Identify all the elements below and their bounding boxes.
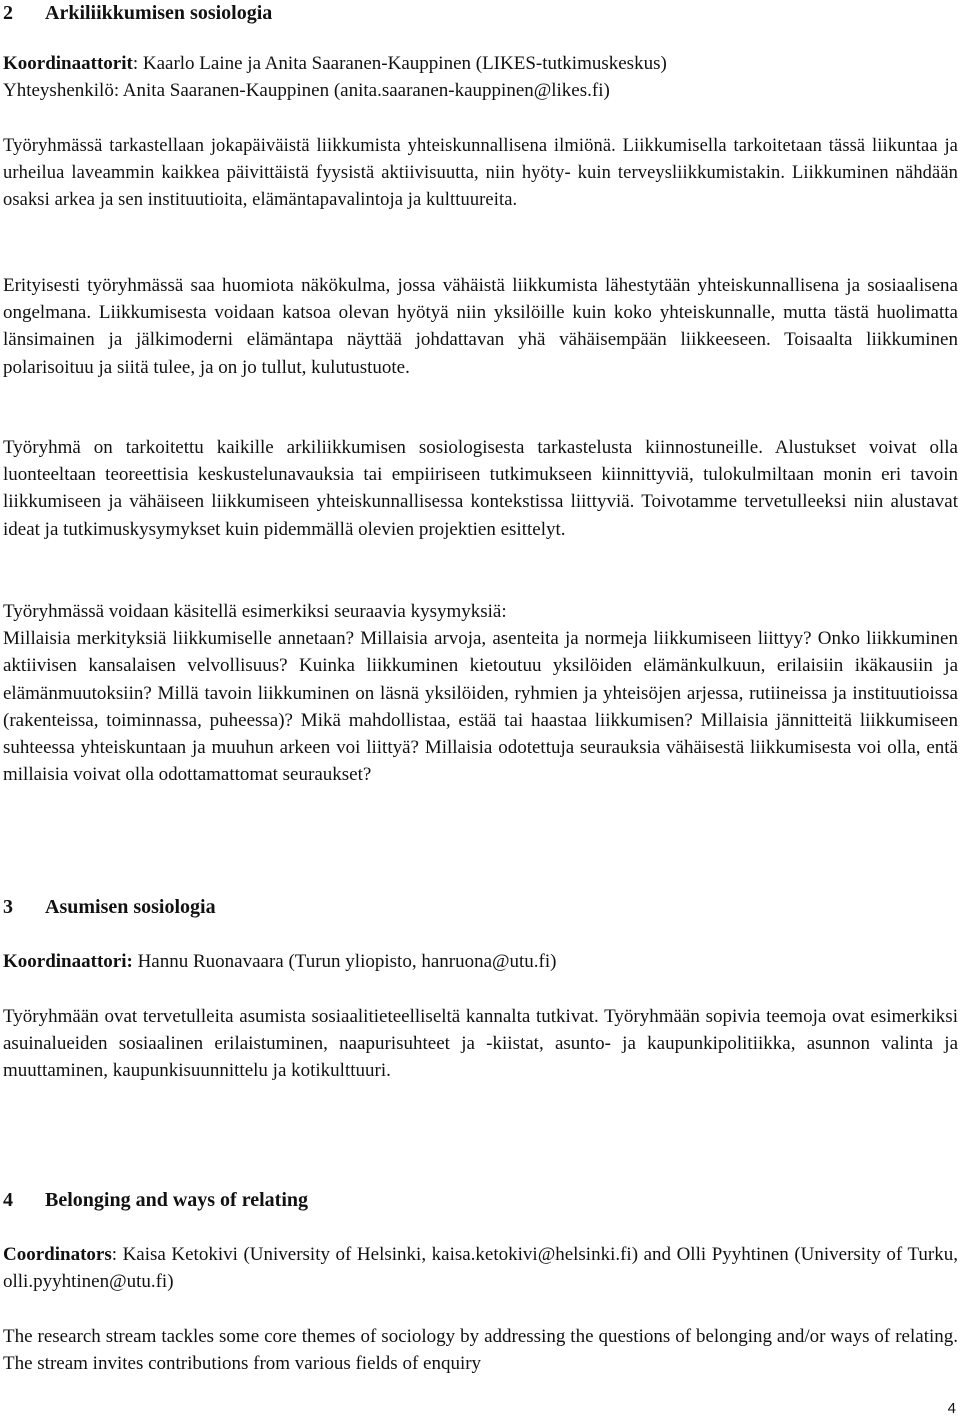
section-2-contact: Yhteyshenkilö: Anita Saaranen-Kauppinen (anita.saaranen-kauppinen@likes.fi) bbox=[3, 80, 610, 102]
section-3-heading bbox=[3, 894, 216, 921]
section-2-questions-intro: Työryhmässä voidaan käsitellä esimerkiksi seuraavia kysymyksiä: bbox=[3, 601, 507, 622]
section-2-title: Arkiliikkumisen sosiologia bbox=[45, 2, 273, 24]
section-4-coordinators bbox=[3, 1241, 958, 1295]
section-4-number: 4 bbox=[3, 1189, 13, 1211]
section-3-coord-label: Koordinaattori: bbox=[3, 951, 133, 972]
section-2-coord-label: Koordinaattorit bbox=[3, 53, 133, 74]
section-2-questions: Millaisia merkityksiä liikkumiselle annetaan? Millaisia arvoja, asenteita ja normeja liikkumiseen liittyy? Onko liikkuminen aktiivisen kansalaisen velvollisuus? Kuinka liikkuminen kietoutuu yksilöiden elämänkulkuun, erilaisiin ikäkausiin ja elämänmuutoksiin? Millä tavoin liikkuminen on läsnä yksilöiden, ryhmien ja yhteisöjen arjessa, rutiineissa ja instituutioissa (rakenteissa, toiminnassa, puheessa)? Mikä mahdollistaa, estää tai haastaa liikkumisen? Millaisia jännitteitä liikkumiseen suhteessa yhteiskuntaan ja muuhun arkeen voi liittyä? Millaisia odotettuja seurauksia vähäisestä liikkumisesta voi olla, entä millaisia voivat olla odottamattomat seuraukset? bbox=[3, 628, 958, 786]
section-2-coordinators bbox=[3, 50, 958, 104]
section-4-title: Belonging and ways of relating bbox=[45, 1189, 308, 1211]
section-3-paragraph-1: Työryhmään ovat tervetulleita asumista sosiaalitieteelliseltä kannalta tutkivat. Työryhmään sopivia teemoja ovat esimerkiksi asuinalueiden sosiaalinen erilaistuminen, naapurisuhteet ja -kiistat, asunto- ja kaupunkipolitiikka, asunnon valinta ja muuttaminen, kaupunkisuunnittelu ja kotikulttuuri. bbox=[3, 1006, 958, 1082]
page-number: 4 bbox=[947, 1400, 956, 1417]
section-2-paragraph-4 bbox=[3, 598, 958, 788]
section-4-heading bbox=[3, 1187, 308, 1214]
section-2-coord-text: : Kaarlo Laine ja Anita Saaranen-Kauppinen (LIKES-tutkimuskeskus) bbox=[132, 53, 667, 74]
section-4-paragraph-1: The research stream tackles some core themes of sociology by addressing the questions of belonging and/or ways of relating. The stream invites contributions from various fields of enquiry bbox=[3, 1326, 958, 1375]
section-3-number: 3 bbox=[3, 896, 13, 918]
section-3-coordinator bbox=[3, 948, 958, 975]
section-2-paragraph-2: Erityisesti työryhmässä saa huomiota näkökulma, jossa vähäistä liikkumista lähestytään yhteiskunnallisena ja sosiaalisena ongelmana. Liikkumisesta voidaan katsoa olevan hyötyä niin yksilöille kuin koko yhteiskunnalle, mutta tästä huolimatta länsimainen ja jälkimoderni elämäntapa näyttää johdattavan yhä vähäisempään liikkeeseen. Toisaalta liikkuminen polarisoituu ja siitä tulee, ja on jo tullut, kulutustuote. bbox=[3, 275, 958, 378]
section-4-coord-label: Coordinators bbox=[3, 1244, 112, 1265]
section-2-heading bbox=[3, 0, 272, 27]
section-2-paragraph-1: Työryhmässä tarkastellaan jokapäiväistä liikkumista yhteiskunnallisena ilmiönä. Liikkumisella tarkoitetaan tässä liikuntaa ja urheilua laveammin kaikkea päivittäistä fyysistä aktiivisuutta, niin hyöty- kuin terveysliikkumistakin. Liikkuminen nähdään osaksi arkea ja sen instituutioita, elämäntapavalintoja ja kulttuureita. bbox=[3, 136, 958, 211]
section-4-coord-text: : Kaisa Ketokivi (University of Helsinki, kaisa.ketokivi@helsinki.fi) and Olli Pyyhtinen (University of Turku, olli.pyyhtinen@utu.fi) bbox=[3, 1244, 958, 1293]
section-3-title: Asumisen sosiologia bbox=[45, 896, 216, 918]
section-3-coord-text: Hannu Ruonavaara (Turun yliopisto, hanruona@utu.fi) bbox=[132, 951, 557, 972]
section-2-paragraph-3: Työryhmä on tarkoitettu kaikille arkiliikkumisen sosiologisesta tarkastelusta kiinnostuneille. Alustukset voivat olla luonteeltaan teoreettisia keskustelunavauksia tai empiiriseen tutkimukseen kiinnittyviä, tulokulmiltaan monin eri tavoin liikkumiseen ja vähäiseen liikkumiseen yhteiskunnallisessa kontekstissa liittyviä. Toivotamme tervetulleeksi niin alustavat ideat ja tutkimuskysymykset kuin pidemmällä olevien projektien esittelyt. bbox=[3, 437, 958, 540]
section-2-number: 2 bbox=[3, 2, 13, 24]
